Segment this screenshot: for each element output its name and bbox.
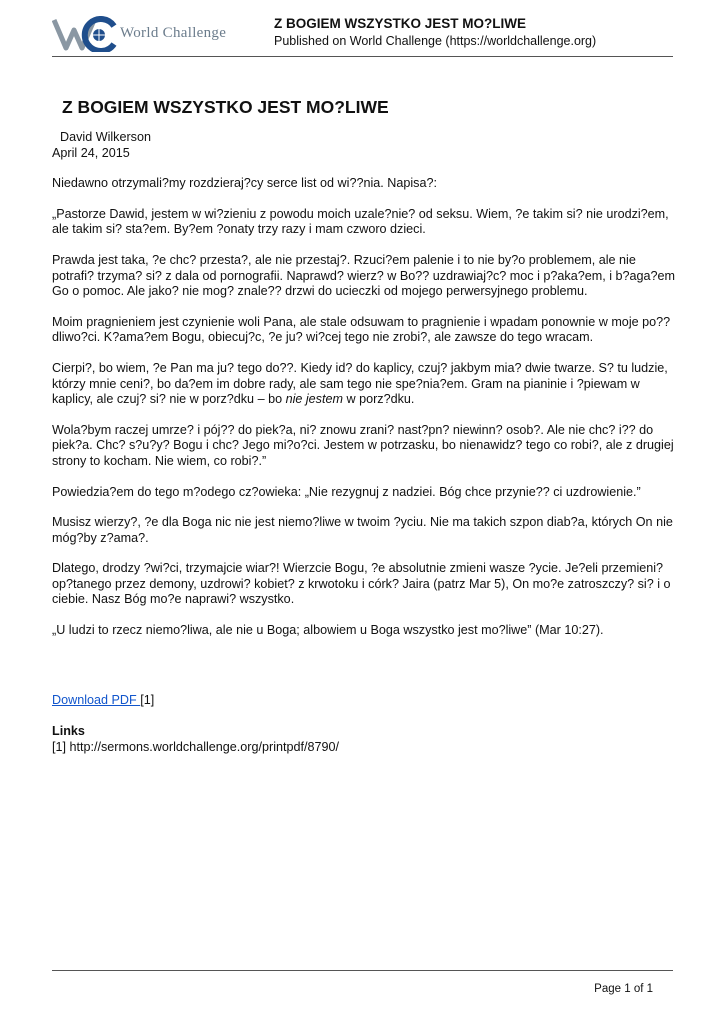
published-line: Published on World Challenge (https://worldchallenge.org) — [274, 34, 597, 48]
header-doc-title: Z BOGIEM WSZYSTKO JEST MO?LIWE — [274, 16, 526, 31]
paragraph-10: „U ludzi to rzecz niemo?liwa, ale nie u Boga; albowiem u Boga wszystko jest mo?liwe” (Mar 10:27). — [52, 623, 604, 638]
paragraph-9: Dlatego, drodzy ?wi?ci, trzymajcie wiar?! Wierzcie Bogu, ?e absolutnie zmieni wasze ?ycie. Je?eli przemieni? op?tanego przez demony, uzdrowi? kobiet? z krwotoku i córk? Jaira (patrz Mar 5), On mo?e zatroszczy? si? i o ciebie. Nasz Bóg mo?e naprawi? wszystko. — [52, 561, 671, 607]
page-header — [52, 14, 673, 56]
world-challenge-logo — [52, 16, 257, 52]
paragraph-6: Wola?bym raczej umrze? i pój?? do piek?a, ni? znowu zrani? nast?pn? niewinn? osob?. Ale nie chc? i?? do piek?a. Chc? s?u?y? Bogu i chc? Jego mi?o?ci. Jestem w potrzasku, bo nienawidz? tego co robi?, ale z drugiej strony to kocham. Nie wiem, co robi?.” — [52, 422, 674, 468]
paragraph-5-emphasis: nie jestem — [285, 392, 343, 407]
paragraph-1: Niedawno otrzymali?my rozdzieraj?cy serce list od wi??nia. Napisa?: — [52, 176, 437, 191]
paragraph-8: Musisz wierzy?, ?e dla Boga nic nie jest niemo?liwe w twoim ?yciu. Nie ma takich szpon diab?a, których On nie móg?by z?ama?. — [52, 515, 673, 545]
paragraph-4: Moim pragnieniem jest czynienie woli Pana, ale stale odsuwam to pragnienie i wpadam ponownie w moje po??dliwo?ci. K?ama?em Bogu, obiecuj?c, ?e ju? wi?cej tego nie zrobi?, ale zawsze do tego wracam. — [52, 314, 671, 345]
date: April 24, 2015 — [52, 145, 130, 160]
paragraph-5-text-b: w porz?dku. — [342, 392, 415, 407]
download-pdf-link[interactable]: Download PDF — [52, 693, 141, 707]
footer-divider — [52, 970, 673, 971]
page-number: Page 1 of 1 — [594, 983, 653, 995]
link-item-1: [1] http://sermons.worldchallenge.org/printpdf/8790/ — [52, 740, 340, 754]
paragraph-7: Powiedzia?em do tego m?odego cz?owieka: „Nie rezygnuj z nadziei. Bóg chce przynie?? ci uzdrowienie.” — [52, 484, 641, 499]
wc-globe-icon — [52, 16, 118, 52]
logo-text: World Challenge — [120, 25, 227, 41]
header-divider — [52, 56, 673, 57]
paragraph-5-text-a: Cierpi?, bo wiem, ?e Pan ma ju? tego do??. Kiedy id? do kaplicy, czuj? jakbym mia? dwie twarze. S? tu ludzie, którzy mnie ceni?, bo da?em im dobre rady, ale sam tego nie spe?nia?em. Gram na pianinie i ?piewam w kaplicy, ale czuj? si? nie w porz?dku – bo — [52, 360, 668, 407]
links-heading: Links — [52, 724, 85, 738]
paragraph-5 — [52, 361, 680, 408]
download-row — [52, 693, 154, 707]
download-ref: [1] — [140, 693, 155, 707]
paragraph-2: „Pastorze Dawid, jestem w wi?zieniu z powodu moich uzale?nie? od seksu. Wiem, ?e takim si? nie urodzi?em, ale takim si? sta?em. By?em ?onaty trzy razy i mam czworo dzieci. — [52, 206, 669, 237]
page-title: Z BOGIEM WSZYSTKO JEST MO?LIWE — [62, 97, 389, 117]
author: David Wilkerson — [60, 130, 151, 144]
article-body — [52, 130, 680, 639]
paragraph-3: Prawda jest taka, ?e chc? przesta?, ale nie przestaj?. Rzuci?em palenie i to nie by?o problemem, ale nie potrafi? trzyma? si? z dala od pornografii. Naprawd? wierz? w Bo?? uzdrawiaj?c? moc i p?aka?em, i b?aga?em Go o pomoc. Ale jako? nie mog? znale?? drzwi do ucieczki od mojego perwersyjnego problemu. — [52, 252, 676, 299]
